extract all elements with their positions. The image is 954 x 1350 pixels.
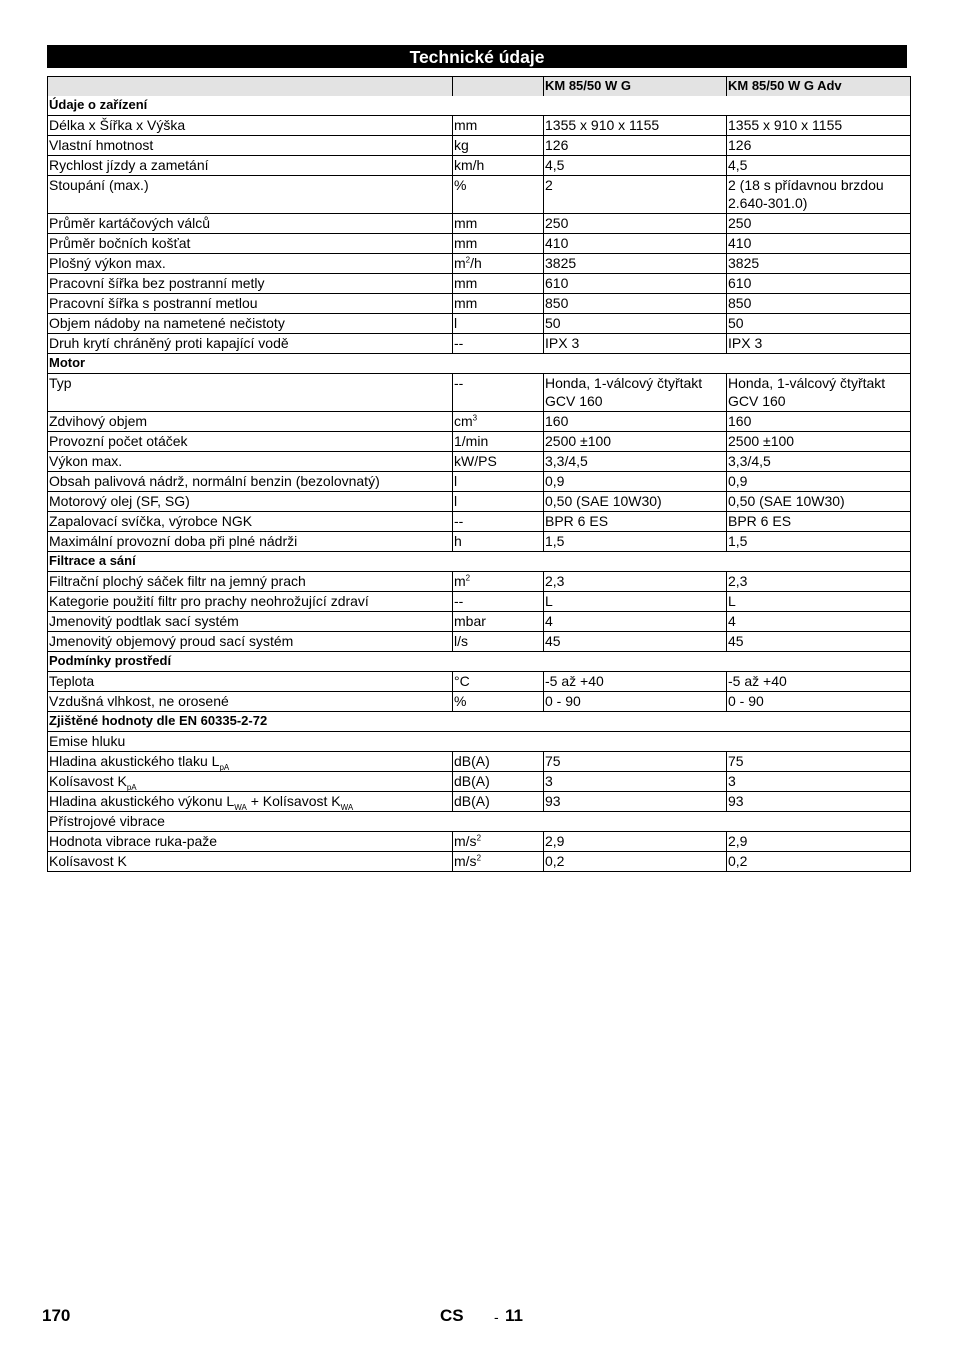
value-model-1: 2,3 bbox=[544, 572, 727, 592]
value-model-1: 2500 ±100 bbox=[544, 432, 727, 452]
unit-cell bbox=[453, 612, 544, 632]
param-label-text: Vzdušná vlhkost, ne orosené bbox=[49, 693, 229, 709]
unit-text: -- bbox=[454, 375, 464, 391]
section-heading: Údaje o zařízení bbox=[48, 96, 911, 116]
value-model-1: 1355 x 910 x 1155 bbox=[544, 116, 727, 136]
unit-text: dB(A) bbox=[454, 793, 490, 809]
param-label-text: Kolísavost K bbox=[49, 773, 127, 789]
value-model-2: 1355 x 910 x 1155 bbox=[727, 116, 911, 136]
unit-cell bbox=[453, 334, 544, 354]
table-row bbox=[48, 412, 911, 432]
param-label bbox=[48, 374, 453, 412]
value-model-2: 0,9 bbox=[727, 472, 911, 492]
unit-superscript: 3 bbox=[472, 413, 478, 423]
header-label-cell bbox=[48, 77, 453, 97]
unit-text: °C bbox=[454, 673, 470, 689]
value-model-1: 0 - 90 bbox=[544, 692, 727, 712]
table-row bbox=[48, 254, 911, 274]
section-heading: Motor bbox=[48, 354, 911, 374]
value-model-2: 50 bbox=[727, 314, 911, 334]
param-label bbox=[48, 512, 453, 532]
unit-cell bbox=[453, 432, 544, 452]
param-label-text: Filtrační plochý sáček filtr na jemný prach bbox=[49, 573, 306, 589]
value-model-2: 2 (18 s přídavnou brzdou 2.640-301.0) bbox=[727, 176, 911, 214]
param-label bbox=[48, 592, 453, 612]
footer-dash: - bbox=[494, 1309, 499, 1325]
table-row bbox=[48, 294, 911, 314]
unit-text: m bbox=[454, 573, 466, 589]
param-label-text: Kategorie použití filtr pro prachy neohrožující zdraví bbox=[49, 593, 369, 609]
value-model-1: 0,50 (SAE 10W30) bbox=[544, 492, 727, 512]
unit-text: l bbox=[454, 493, 458, 509]
param-label-text: Motorový olej (SF, SG) bbox=[49, 493, 190, 509]
param-label bbox=[48, 116, 453, 136]
unit-text: m/s bbox=[454, 833, 477, 849]
unit-superscript: 2 bbox=[476, 853, 482, 863]
param-label bbox=[48, 294, 453, 314]
param-label-text: Hladina akustického výkonu L bbox=[49, 793, 235, 809]
param-label-text: Typ bbox=[49, 375, 72, 391]
unit-text: l/s bbox=[454, 633, 468, 649]
subsection-heading: Emise hluku bbox=[48, 732, 911, 752]
param-label-text: Výkon max. bbox=[49, 453, 123, 469]
table-header-row bbox=[48, 77, 911, 97]
param-label-subscript: pA bbox=[126, 782, 137, 792]
param-label-text: Rychlost jízdy a zametání bbox=[49, 157, 209, 173]
value-model-2: -5 až +40 bbox=[727, 672, 911, 692]
unit-cell bbox=[453, 772, 544, 792]
value-model-1: 4 bbox=[544, 612, 727, 632]
table-row bbox=[48, 214, 911, 234]
param-label-text: Obsah palivová nádrž, normální benzin (bezolovnatý) bbox=[49, 473, 380, 489]
value-model-2: 0,50 (SAE 10W30) bbox=[727, 492, 911, 512]
section-heading: Podmínky prostředí bbox=[48, 652, 911, 672]
unit-cell bbox=[453, 234, 544, 254]
table-row bbox=[48, 116, 911, 136]
value-model-1: 3825 bbox=[544, 254, 727, 274]
param-label-text: Vlastní hmotnost bbox=[49, 137, 154, 153]
value-model-2: IPX 3 bbox=[727, 334, 911, 354]
value-model-2: 2500 ±100 bbox=[727, 432, 911, 452]
section-row bbox=[48, 712, 911, 732]
param-label bbox=[48, 472, 453, 492]
param-label bbox=[48, 612, 453, 632]
table-row bbox=[48, 612, 911, 632]
param-label bbox=[48, 452, 453, 472]
param-label bbox=[48, 832, 453, 852]
param-label-subscript: pA bbox=[219, 762, 230, 772]
param-label-text: Průměr kartáčových válců bbox=[49, 215, 211, 231]
param-label bbox=[48, 412, 453, 432]
unit-text: -- bbox=[454, 335, 464, 351]
table-row bbox=[48, 234, 911, 254]
unit-text: kW/PS bbox=[454, 453, 497, 469]
unit-text: mm bbox=[454, 295, 478, 311]
value-model-1: 250 bbox=[544, 214, 727, 234]
value-model-1: 850 bbox=[544, 294, 727, 314]
value-model-2: 4 bbox=[727, 612, 911, 632]
value-model-2: 0,2 bbox=[727, 852, 911, 872]
value-model-2: BPR 6 ES bbox=[727, 512, 911, 532]
param-label-text: Hladina akustického tlaku L bbox=[49, 753, 220, 769]
unit-cell bbox=[453, 692, 544, 712]
unit-cell bbox=[453, 412, 544, 432]
unit-cell bbox=[453, 452, 544, 472]
param-label-subscript-2: WA bbox=[340, 802, 354, 812]
unit-cell bbox=[453, 632, 544, 652]
table-row bbox=[48, 156, 911, 176]
param-label bbox=[48, 632, 453, 652]
param-label bbox=[48, 214, 453, 234]
value-model-1: 50 bbox=[544, 314, 727, 334]
param-label-text: Objem nádoby na nametené nečistoty bbox=[49, 315, 285, 331]
value-model-2: 250 bbox=[727, 214, 911, 234]
value-model-2: L bbox=[727, 592, 911, 612]
param-label bbox=[48, 314, 453, 334]
param-label bbox=[48, 492, 453, 512]
unit-cell bbox=[453, 214, 544, 234]
section-heading: Zjištěné hodnoty dle EN 60335-2-72 bbox=[48, 712, 911, 732]
param-label-text: Hodnota vibrace ruka-paže bbox=[49, 833, 218, 849]
unit-cell bbox=[453, 532, 544, 552]
unit-cell bbox=[453, 512, 544, 532]
param-label bbox=[48, 852, 453, 872]
value-model-2: 2,3 bbox=[727, 572, 911, 592]
table-row bbox=[48, 832, 911, 852]
unit-text: % bbox=[454, 693, 467, 709]
unit-text: m bbox=[454, 255, 466, 271]
unit-cell bbox=[453, 832, 544, 852]
section-row bbox=[48, 652, 911, 672]
param-label bbox=[48, 136, 453, 156]
unit-text: 1/min bbox=[454, 433, 489, 449]
technical-data-table bbox=[47, 76, 911, 872]
unit-cell bbox=[453, 672, 544, 692]
param-label-text: Zdvihový objem bbox=[49, 413, 148, 429]
unit-cell bbox=[453, 136, 544, 156]
value-model-2: Honda, 1-válcový čtyřtakt GCV 160 bbox=[727, 374, 911, 412]
page-title: Technické údaje bbox=[47, 45, 907, 68]
value-model-1: L bbox=[544, 592, 727, 612]
value-model-1: 3,3/4,5 bbox=[544, 452, 727, 472]
param-label bbox=[48, 752, 453, 772]
param-label bbox=[48, 334, 453, 354]
subsection-row bbox=[48, 812, 911, 832]
unit-text: mm bbox=[454, 275, 478, 291]
param-label bbox=[48, 254, 453, 274]
value-model-1: 160 bbox=[544, 412, 727, 432]
param-label-text-2: + Kolísavost K bbox=[246, 793, 341, 809]
unit-superscript: 2 bbox=[465, 255, 471, 265]
value-model-1: 2,9 bbox=[544, 832, 727, 852]
unit-text: l bbox=[454, 315, 458, 331]
value-model-1: Honda, 1-válcový čtyřtakt GCV 160 bbox=[544, 374, 727, 412]
value-model-1: 126 bbox=[544, 136, 727, 156]
value-model-2: 850 bbox=[727, 294, 911, 314]
unit-text: kg bbox=[454, 137, 469, 153]
section-number: 11 bbox=[505, 1306, 523, 1325]
table-row bbox=[48, 432, 911, 452]
table-row bbox=[48, 274, 911, 294]
value-model-1: 0,9 bbox=[544, 472, 727, 492]
unit-cell bbox=[453, 314, 544, 334]
table-row bbox=[48, 472, 911, 492]
section-row bbox=[48, 354, 911, 374]
value-model-2: 1,5 bbox=[727, 532, 911, 552]
value-model-2: 410 bbox=[727, 234, 911, 254]
unit-text: mm bbox=[454, 235, 478, 251]
table-row bbox=[48, 452, 911, 472]
value-model-2: 126 bbox=[727, 136, 911, 156]
value-model-1: BPR 6 ES bbox=[544, 512, 727, 532]
value-model-2: 3,3/4,5 bbox=[727, 452, 911, 472]
unit-text: dB(A) bbox=[454, 773, 490, 789]
param-label-text: Jmenovitý objemový proud sací systém bbox=[49, 633, 294, 649]
param-label-text: Teplota bbox=[49, 673, 95, 689]
unit-tail: /h bbox=[470, 255, 482, 271]
unit-cell bbox=[453, 274, 544, 294]
param-label bbox=[48, 772, 453, 792]
value-model-1: 75 bbox=[544, 752, 727, 772]
param-label bbox=[48, 176, 453, 214]
unit-text: mbar bbox=[454, 613, 486, 629]
param-label-text: Pracovní šířka bez postranní metly bbox=[49, 275, 265, 291]
param-label bbox=[48, 692, 453, 712]
value-model-1: 1,5 bbox=[544, 532, 727, 552]
unit-text: mm bbox=[454, 215, 478, 231]
header-model-2: KM 85/50 W G Adv bbox=[727, 77, 911, 97]
param-label-text: Jmenovitý podtlak sací systém bbox=[49, 613, 239, 629]
table-row bbox=[48, 632, 911, 652]
unit-text: mm bbox=[454, 117, 478, 133]
value-model-2: 75 bbox=[727, 752, 911, 772]
section-row bbox=[48, 552, 911, 572]
table-row bbox=[48, 752, 911, 772]
unit-cell bbox=[453, 254, 544, 274]
unit-cell bbox=[453, 116, 544, 136]
value-model-2: 2,9 bbox=[727, 832, 911, 852]
value-model-2: 45 bbox=[727, 632, 911, 652]
unit-cell bbox=[453, 792, 544, 812]
unit-text: h bbox=[454, 533, 462, 549]
param-label bbox=[48, 274, 453, 294]
value-model-2: 93 bbox=[727, 792, 911, 812]
language-code: CS bbox=[440, 1306, 464, 1325]
value-model-1: IPX 3 bbox=[544, 334, 727, 354]
param-label bbox=[48, 234, 453, 254]
unit-superscript: 2 bbox=[476, 833, 482, 843]
unit-cell bbox=[453, 572, 544, 592]
header-model-1: KM 85/50 W G bbox=[544, 77, 727, 97]
param-label-text: Kolísavost K bbox=[49, 853, 127, 869]
param-label bbox=[48, 432, 453, 452]
value-model-1: 3 bbox=[544, 772, 727, 792]
table-row bbox=[48, 792, 911, 812]
table-row bbox=[48, 532, 911, 552]
unit-text: cm bbox=[454, 413, 473, 429]
table-row bbox=[48, 374, 911, 412]
unit-text: m/s bbox=[454, 853, 477, 869]
unit-cell bbox=[453, 176, 544, 214]
unit-text: % bbox=[454, 177, 467, 193]
value-model-1: 610 bbox=[544, 274, 727, 294]
value-model-1: -5 až +40 bbox=[544, 672, 727, 692]
table-row bbox=[48, 176, 911, 214]
section-row bbox=[48, 96, 911, 116]
unit-cell bbox=[453, 472, 544, 492]
param-label-text: Plošný výkon max. bbox=[49, 255, 166, 271]
table-row bbox=[48, 314, 911, 334]
value-model-2: 610 bbox=[727, 274, 911, 294]
table-row bbox=[48, 592, 911, 612]
section-heading: Filtrace a sání bbox=[48, 552, 911, 572]
unit-text: -- bbox=[454, 513, 464, 529]
value-model-2: 3 bbox=[727, 772, 911, 792]
value-model-1: 93 bbox=[544, 792, 727, 812]
unit-cell bbox=[453, 852, 544, 872]
value-model-1: 2 bbox=[544, 176, 727, 214]
page-number: 170 bbox=[42, 1306, 71, 1325]
param-label-subscript: WA bbox=[234, 802, 247, 812]
value-model-1: 45 bbox=[544, 632, 727, 652]
value-model-1: 0,2 bbox=[544, 852, 727, 872]
param-label-text: Zapalovací svíčka, výrobce NGK bbox=[49, 513, 253, 529]
unit-cell bbox=[453, 374, 544, 412]
param-label-text: Provozní počet otáček bbox=[49, 433, 188, 449]
param-label-text: Pracovní šířka s postranní metlou bbox=[49, 295, 258, 311]
unit-cell bbox=[453, 492, 544, 512]
unit-cell bbox=[453, 592, 544, 612]
param-label-text: Průměr bočních košťat bbox=[49, 235, 191, 251]
param-label bbox=[48, 572, 453, 592]
param-label-text: Druh krytí chráněný proti kapající vodě bbox=[49, 335, 289, 351]
param-label bbox=[48, 792, 453, 812]
value-model-2: 4,5 bbox=[727, 156, 911, 176]
value-model-1: 410 bbox=[544, 234, 727, 254]
header-unit-cell bbox=[453, 77, 544, 97]
unit-superscript: 2 bbox=[465, 573, 471, 583]
unit-text: -- bbox=[454, 593, 464, 609]
table-row bbox=[48, 512, 911, 532]
param-label bbox=[48, 156, 453, 176]
value-model-2: 3825 bbox=[727, 254, 911, 274]
subsection-row bbox=[48, 732, 911, 752]
unit-cell bbox=[453, 294, 544, 314]
table-row bbox=[48, 692, 911, 712]
table-row bbox=[48, 492, 911, 512]
unit-text: km/h bbox=[454, 157, 485, 173]
unit-cell bbox=[453, 752, 544, 772]
table-row bbox=[48, 772, 911, 792]
param-label-text: Maximální provozní doba při plné nádrži bbox=[49, 533, 298, 549]
table-row bbox=[48, 334, 911, 354]
unit-text: dB(A) bbox=[454, 753, 490, 769]
table-row bbox=[48, 572, 911, 592]
param-label bbox=[48, 532, 453, 552]
table-row bbox=[48, 672, 911, 692]
value-model-2: 0 - 90 bbox=[727, 692, 911, 712]
subsection-heading: Přístrojové vibrace bbox=[48, 812, 911, 832]
param-label-text: Délka x Šířka x Výška bbox=[49, 117, 186, 133]
value-model-1: 4,5 bbox=[544, 156, 727, 176]
unit-text: l bbox=[454, 473, 458, 489]
unit-cell bbox=[453, 156, 544, 176]
table-row bbox=[48, 852, 911, 872]
table-row bbox=[48, 136, 911, 156]
param-label bbox=[48, 672, 453, 692]
value-model-2: 160 bbox=[727, 412, 911, 432]
param-label-text: Stoupání (max.) bbox=[49, 177, 149, 193]
